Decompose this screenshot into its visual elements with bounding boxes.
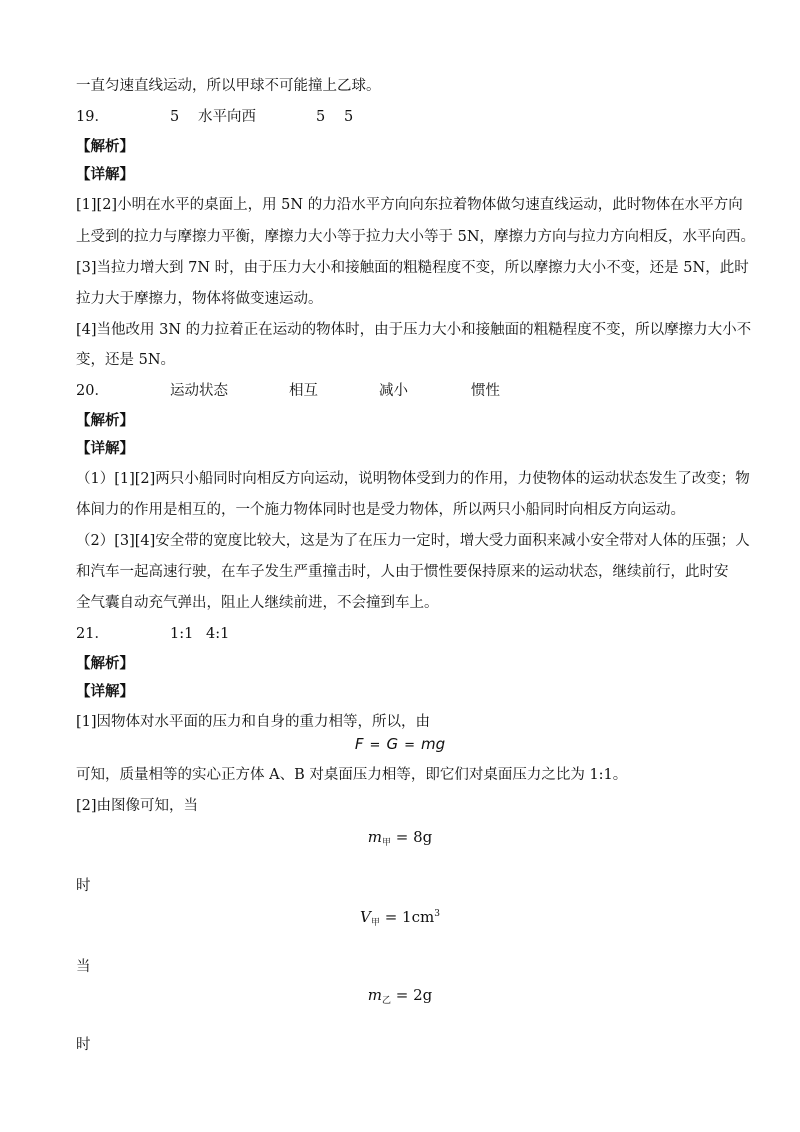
text-line: 时 bbox=[76, 878, 91, 894]
formula-symbol: F bbox=[354, 735, 364, 753]
text-line: [4]当他改用 3N 的力拉着正在运动的物体时，由于压力大小和接触面的粗糙程度不变，所以摩擦力大小不 bbox=[76, 322, 752, 338]
formula-f-g-mg bbox=[0, 734, 800, 756]
text-line: 体间力的作用是相互的，一个施力物体同时也是受力物体，所以两只小船同时向相反方向运动。 bbox=[76, 502, 685, 518]
q20-answer-2: 相互 bbox=[289, 383, 318, 399]
text-line: 一直匀速直线运动，所以甲球不可能撞上乙球。 bbox=[76, 78, 381, 94]
formula-superscript: 3 bbox=[434, 909, 440, 919]
formula-m-yi bbox=[0, 985, 800, 1011]
q19-answer-2: 水平向西 bbox=[198, 109, 256, 125]
text-line: 当 bbox=[76, 959, 91, 975]
formula-subscript: 甲 bbox=[381, 838, 391, 848]
detail-heading: 【详解】 bbox=[76, 440, 134, 457]
text-line: [3]当拉力增大到 7N 时，由于压力大小和接触面的粗糙程度不变，所以摩擦力大小不变，还是 5N，此时 bbox=[76, 260, 749, 276]
formula-variable: V bbox=[360, 908, 371, 926]
question-20-number: 20． bbox=[76, 383, 109, 399]
formula-m-jia bbox=[0, 827, 800, 853]
text-line: 拉力大于摩擦力，物体将做变速运动。 bbox=[76, 291, 323, 307]
q19-answer-4: 5 bbox=[344, 109, 354, 125]
text-line: （1）[1][2]两只小船同时向相反方向运动，说明物体受到力的作用，力使物体的运动状态发生了改变；物 bbox=[76, 471, 750, 487]
question-19-number: 19． bbox=[76, 109, 109, 125]
analysis-heading: 【解析】 bbox=[76, 655, 134, 672]
detail-heading: 【详解】 bbox=[76, 166, 134, 183]
formula-value: = 1cm bbox=[384, 908, 435, 926]
q20-answer-3: 减小 bbox=[379, 383, 408, 399]
analysis-heading: 【解析】 bbox=[76, 412, 134, 429]
formula-symbol: mg bbox=[420, 735, 446, 753]
question-21-number: 21． bbox=[76, 626, 109, 642]
text-line: [1][2]小明在水平的桌面上，用 5N 的力沿水平方向向东拉着物体做匀速直线运动，此时物体在水平方向 bbox=[76, 197, 743, 213]
q20-answer-4: 惯性 bbox=[471, 383, 500, 399]
formula-variable: m bbox=[367, 828, 382, 846]
formula-variable: m bbox=[367, 986, 382, 1004]
formula-symbol: G bbox=[386, 735, 399, 753]
q21-answer-1: 1:1 bbox=[170, 626, 194, 642]
detail-heading: 【详解】 bbox=[76, 683, 134, 700]
q19-answer-3: 5 bbox=[316, 109, 326, 125]
text-line: 全气囊自动充气弹出，阻止人继续前进，不会撞到车上。 bbox=[76, 595, 439, 611]
formula-value: = 8g bbox=[395, 828, 433, 846]
text-line: （2）[3][4]安全带的宽度比较大，这是为了在压力一定时，增大受力面积来减小安全带对人体的压强；人 bbox=[76, 533, 750, 549]
analysis-heading: 【解析】 bbox=[76, 138, 134, 155]
formula-value: = 2g bbox=[395, 986, 433, 1004]
text-line: [1]因物体对水平面的压力和自身的重力相等，所以，由 bbox=[76, 714, 431, 730]
formula-subscript: 甲 bbox=[370, 918, 380, 928]
text-line: 变，还是 5N。 bbox=[76, 352, 176, 368]
text-line: [2]由图像可知，当 bbox=[76, 798, 199, 814]
text-line: 上受到的拉力与摩擦力平衡，摩擦力大小等于拉力大小等于 5N，摩擦力方向与拉力方向相反，水平向西。 bbox=[76, 229, 756, 245]
formula-operator: = bbox=[369, 738, 381, 753]
formula-operator: = bbox=[404, 738, 415, 753]
text-line: 时 bbox=[76, 1037, 91, 1053]
q20-answer-1: 运动状态 bbox=[170, 383, 228, 399]
formula-subscript: 乙 bbox=[381, 996, 391, 1006]
formula-v-jia bbox=[0, 904, 800, 933]
q21-answer-2: 4:1 bbox=[206, 626, 230, 642]
q19-answer-1: 5 bbox=[170, 109, 180, 125]
text-line: 和汽车一起高速行驶，在车子发生严重撞击时，人由于惯性要保持原来的运动状态，继续前行，此时安 bbox=[76, 564, 729, 580]
text-line: 可知，质量相等的实心正方体 A、B 对桌面压力相等，即它们对桌面压力之比为 1:1。 bbox=[76, 767, 628, 783]
